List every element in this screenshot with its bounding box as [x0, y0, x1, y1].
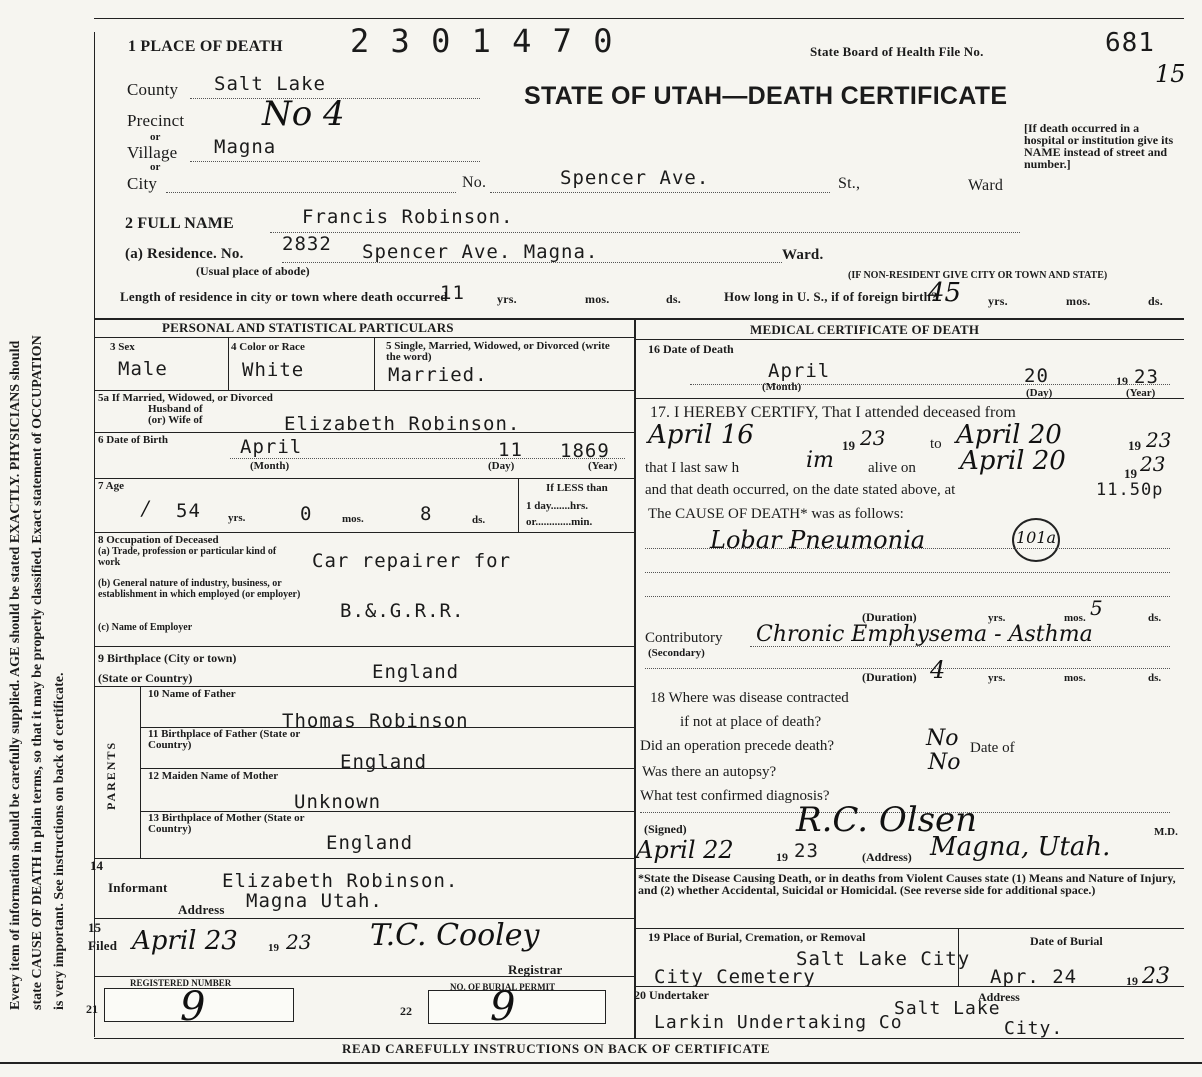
physician-signature: R.C. Olsen	[796, 800, 978, 840]
registrar-signature: T.C. Cooley	[370, 918, 540, 953]
file-no-handwritten: 15	[1155, 60, 1186, 88]
death-year-pre: 19	[1116, 374, 1128, 388]
footer-rule	[0, 1062, 1202, 1064]
full-name-value: Francis Robinson.	[302, 206, 514, 228]
death-year: 23	[1134, 366, 1159, 388]
residence-ward-label: Ward.	[782, 247, 824, 263]
duration-ds-1: ds.	[1148, 612, 1162, 624]
occupation-b: (b) General nature of industry, business, or establishment in which employed (or employer)	[98, 578, 301, 600]
place-of-death-label: 1 PLACE OF DEATH	[128, 38, 283, 55]
informant-address-label: Address	[178, 902, 225, 917]
contributory-label: Contributory	[645, 630, 723, 646]
spouse-label-3: (or) Wife of	[148, 414, 203, 426]
birthplace-state-label: (State or Country)	[98, 671, 193, 685]
to-year: 23	[1146, 428, 1172, 452]
birth-day-sub: (Day)	[488, 460, 515, 472]
signed-year-pre: 19	[776, 850, 788, 864]
length-mos: mos.	[585, 292, 610, 306]
county-value: Salt Lake	[214, 73, 326, 95]
sex-divider	[228, 337, 229, 390]
note-rule	[634, 928, 1184, 929]
undertaker-label: 20 Undertaker	[634, 988, 709, 1002]
occupation-value: Car repairer for	[312, 550, 512, 572]
spouse-label-2: Husband of	[148, 403, 203, 415]
cause-value: Lobar Pneumonia	[710, 526, 926, 554]
from-year: 23	[860, 426, 886, 450]
residence-value: Spencer Ave. Magna.	[362, 241, 599, 263]
cause-line-2	[645, 572, 1170, 573]
margin-instruction-line-2: state CAUSE OF DEATH in plain terms, so that it may be properly classified. Exact statement of OCCUPATION	[30, 335, 45, 1010]
mother-birthplace-value: England	[326, 832, 414, 854]
death-year-sub: (Year)	[1126, 387, 1156, 399]
duration-value-1: 5	[1090, 596, 1103, 620]
signed-year: 23	[794, 840, 819, 862]
age-check: /	[142, 496, 149, 520]
permit-value: 9	[490, 984, 516, 1030]
village-label: Village	[127, 143, 178, 162]
q18-line-2: if not at place of death?	[680, 714, 822, 730]
length-years: 11	[440, 282, 465, 304]
informant-value: Elizabeth Robinson.	[222, 870, 459, 892]
or-label-1: or	[150, 131, 161, 143]
burial-label: 19 Place of Burial, Cremation, or Removal	[648, 930, 866, 944]
to-label: to	[930, 436, 942, 452]
precinct-value: No 4	[262, 94, 345, 134]
age-yrs: yrs.	[228, 512, 246, 524]
row2-rule	[94, 432, 634, 433]
reg-no-value: 9	[180, 984, 206, 1030]
burial-date: Apr. 24	[990, 966, 1078, 988]
sex-value: Male	[118, 358, 168, 380]
operation-label: Did an operation precede death?	[640, 738, 835, 754]
duration-mos-1: mos.	[1064, 612, 1086, 624]
residence-label: (a) Residence. No.	[125, 246, 244, 262]
undertaker-addr-1: Salt Lake	[894, 998, 1001, 1019]
burial-year: 23	[1142, 964, 1170, 989]
from-date: April 16	[648, 420, 754, 450]
birth-year: 1869	[560, 440, 610, 462]
birthplace-label: 9 Birthplace (City or town)	[98, 651, 237, 665]
father-birthplace-value: England	[340, 751, 428, 773]
street-value: Spencer Ave.	[560, 167, 710, 189]
filed-rule	[94, 976, 634, 977]
age-years: 54	[176, 500, 201, 522]
footer-instructions: READ CAREFULLY INSTRUCTIONS ON BACK OF CERTIFICATE	[342, 1041, 771, 1056]
autopsy-value: No	[928, 750, 961, 775]
certify-line-3: and that death occurred, on the date stated above, at	[645, 482, 956, 498]
precinct-label: Precinct	[127, 111, 185, 130]
city-line	[166, 192, 456, 193]
us-years: 45	[928, 278, 962, 308]
cause-note: *State the Disease Causing Death, or in deaths from Violent Causes state (1) Means and Nature of Injury, and (2) whether Accidental, Suicidal or Homicidal. (See reverse side for additional space.)	[638, 871, 1176, 897]
physician-address: Magna, Utah.	[930, 832, 1111, 862]
village-line	[190, 161, 480, 162]
birth-label: 6 Date of Birth	[98, 434, 168, 446]
death-month: April	[768, 360, 831, 382]
personal-heading-rule	[94, 337, 634, 338]
father-birthplace-label: 11 Birthplace of Father (State or Country)	[148, 728, 301, 751]
filed-date: April 23	[132, 926, 238, 956]
informant-rule	[94, 918, 634, 919]
birth-day: 11	[498, 439, 523, 461]
less-label-1: If LESS than	[546, 482, 608, 494]
undertaker-value: Larkin Undertaking Co	[654, 1012, 903, 1033]
margin-instruction-line-3: is very important. See instructions on back of certificate.	[52, 672, 67, 1010]
us-ds: ds.	[1148, 294, 1163, 308]
left-border	[94, 32, 95, 1037]
burial-date-label: Date of Burial	[1030, 934, 1103, 948]
file-no: 681	[1105, 28, 1155, 58]
row1-rule	[94, 390, 634, 391]
birth-month-sub: (Month)	[250, 460, 290, 472]
death-day-sub: (Day)	[1026, 387, 1053, 399]
village-value: Magna	[214, 136, 277, 158]
parents-bottom-rule	[94, 858, 634, 859]
row3-rule	[94, 478, 634, 479]
top-border	[94, 18, 1184, 19]
autopsy-label: Was there an autopsy?	[642, 764, 777, 780]
row6-rule	[94, 686, 634, 687]
age-label: 7 Age	[98, 480, 124, 492]
row5-rule	[94, 646, 634, 647]
us-label: How long in U. S., if of foreign birth?	[724, 289, 938, 304]
burial-rule	[634, 986, 1184, 987]
certificate-number: 2 3 0 1 4 7 0	[350, 22, 614, 60]
death-month-sub: (Month)	[762, 381, 802, 393]
duration-yrs-1: yrs.	[988, 612, 1006, 624]
mother-label: 12 Maiden Name of Mother	[148, 770, 279, 782]
reg-no-label: REGISTERED NUMBER	[130, 978, 232, 988]
birthplace-value: England	[372, 661, 460, 683]
father-label: 10 Name of Father	[148, 688, 236, 700]
duration-mos-2: mos.	[1064, 672, 1086, 684]
signature-rule	[634, 868, 1184, 869]
margin-instruction-line-1: Every item of information should be carefully supplied. AGE should be stated EXACTLY. PHYSICIANS should	[8, 340, 23, 1010]
spouse-value: Elizabeth Robinson.	[284, 413, 521, 435]
sex-label: 3 Sex	[110, 341, 135, 353]
filed-no: 15	[88, 920, 101, 935]
duration-value-2: 4	[930, 656, 946, 684]
burial-value: Salt Lake City	[796, 948, 971, 970]
us-yrs: yrs.	[988, 294, 1008, 308]
birth-line	[230, 458, 625, 459]
test-label: What test confirmed diagnosis?	[640, 788, 830, 804]
alive-year-pre: 19	[1124, 466, 1137, 481]
contributory-value: Chronic Emphysema - Asthma	[756, 622, 1093, 647]
occupation-c: (c) Name of Employer	[98, 622, 193, 633]
operation-value: No	[926, 726, 959, 751]
secondary-label: (Secondary)	[648, 647, 705, 659]
to-date: April 20	[956, 420, 1062, 450]
duration-ds-2: ds.	[1148, 672, 1162, 684]
duration-label-1: (Duration)	[862, 610, 917, 624]
medical-heading: MEDICAL CERTIFICATE OF DEATH	[750, 322, 980, 337]
parents-label: PARENTS	[104, 740, 118, 810]
mother-value: Unknown	[294, 791, 382, 813]
county-label: County	[127, 80, 179, 99]
marital-label: 5 Single, Married, Widowed, or Divorced (write the word)	[386, 340, 610, 363]
burial-divider	[958, 928, 959, 986]
alive-label: alive on	[868, 460, 916, 476]
occupation-a: (a) Trade, profession or particular kind of work	[98, 546, 277, 568]
filed-year: 23	[286, 930, 312, 954]
marital-value: Married.	[388, 364, 488, 386]
color-label: 4 Color or Race	[231, 341, 305, 353]
full-name-label: 2 FULL NAME	[125, 215, 234, 232]
residence-no: 2832	[282, 233, 332, 255]
md-label: M.D.	[1154, 826, 1178, 838]
informant-no: 14	[90, 858, 103, 873]
contributory-line-2	[645, 668, 1170, 669]
hospital-note: [If death occurred in a hospital or institution give its NAME instead of street and number.]	[1024, 121, 1174, 171]
age-mos: mos.	[342, 513, 364, 525]
him-value: im	[806, 448, 834, 473]
spouse-label-1: 5a If Married, Widowed, or Divorced	[98, 392, 273, 404]
less-label-2: 1 day.......hrs.	[526, 500, 589, 512]
alive-year: 23	[1140, 452, 1166, 476]
occupation-label: 8 Occupation of Deceased	[98, 534, 219, 546]
file-no-label: State Board of Health File No.	[810, 44, 984, 59]
cause-code: 101a	[1016, 528, 1057, 547]
age-days: 8	[420, 503, 433, 525]
birth-year-sub: (Year)	[588, 460, 618, 472]
employer-value: B.&.G.R.R.	[340, 600, 465, 622]
st-label: St.,	[838, 175, 861, 192]
informant-address: Magna Utah.	[246, 890, 383, 912]
death-date-rule	[634, 398, 1184, 399]
usual-place-label: (Usual place of abode)	[196, 264, 310, 278]
length-residence-label: Length of residence in city or town where death occurred	[120, 289, 448, 304]
medical-heading-rule	[634, 339, 1184, 340]
to-year-pre: 19	[1128, 438, 1141, 453]
no-label: No.	[462, 174, 487, 191]
address2-label: Address	[978, 990, 1020, 1004]
date-of-label: Date of	[970, 740, 1015, 756]
father-value: Thomas Robinson	[282, 710, 469, 732]
city-label: City	[127, 174, 158, 193]
color-divider	[374, 337, 375, 390]
signed-label: (Signed)	[644, 822, 687, 836]
death-time: 11.50p	[1096, 480, 1164, 500]
row4-rule	[94, 532, 634, 533]
certificate-title: STATE OF UTAH—DEATH CERTIFICATE	[524, 82, 1008, 110]
death-day: 20	[1024, 365, 1049, 387]
signed-date: April 22	[636, 836, 734, 864]
birth-month: April	[240, 436, 303, 458]
less-label-3: or.............min.	[526, 516, 593, 528]
date-of-death-label: 16 Date of Death	[648, 342, 734, 356]
reg-no-prefix: 21	[86, 1002, 98, 1016]
residence-line	[282, 262, 782, 263]
filed-year-pre: 19	[268, 942, 279, 954]
registrar-label: Registrar	[508, 962, 563, 977]
alive-date: April 20	[960, 446, 1066, 476]
length-yrs: yrs.	[497, 292, 517, 306]
duration-label-2: (Duration)	[862, 670, 917, 684]
filed-label: Filed	[88, 938, 118, 953]
certify-line-2: that I last saw h	[645, 460, 740, 476]
color-value: White	[242, 359, 305, 381]
nonresident-note: (IF NON-RESIDENT GIVE CITY OR TOWN AND STATE)	[848, 270, 1108, 281]
burial-year-pre: 19	[1126, 974, 1138, 988]
undertaker-addr-2: City.	[1004, 1018, 1064, 1039]
center-divider	[634, 318, 636, 1038]
cause-line-1	[645, 548, 1170, 549]
personal-heading: PERSONAL AND STATISTICAL PARTICULARS	[162, 320, 454, 335]
mother-birthplace-label: 13 Birthplace of Mother (State or Country)	[148, 812, 305, 835]
age-months: 0	[300, 503, 313, 525]
age-ds: ds.	[472, 514, 486, 526]
cause-label: The CAUSE OF DEATH* was as follows:	[648, 506, 904, 522]
age-divider	[518, 478, 519, 532]
address-label: (Address)	[862, 850, 912, 864]
permit-box	[428, 990, 606, 1024]
parents-divider	[140, 686, 141, 858]
ward-label: Ward	[968, 177, 1004, 194]
or-label-2: or	[150, 161, 161, 173]
permit-prefix: 22	[400, 1004, 412, 1018]
certify-line-1: 17. I HEREBY CERTIFY, That I attended deceased from	[650, 404, 1016, 421]
q18-line-1: 18 Where was disease contracted	[650, 690, 849, 706]
us-mos: mos.	[1066, 294, 1091, 308]
length-ds: ds.	[666, 292, 681, 306]
informant-label: Informant	[108, 880, 168, 895]
from-year-pre: 19	[842, 438, 855, 453]
street-line	[490, 192, 830, 193]
burial-value-2: City Cemetery	[654, 966, 816, 988]
duration-yrs-2: yrs.	[988, 672, 1006, 684]
permit-label: NO. OF BURIAL PERMIT	[450, 982, 556, 992]
contributory-line	[750, 646, 1170, 647]
name-line	[270, 232, 1020, 233]
father-bp-rule	[140, 768, 634, 769]
